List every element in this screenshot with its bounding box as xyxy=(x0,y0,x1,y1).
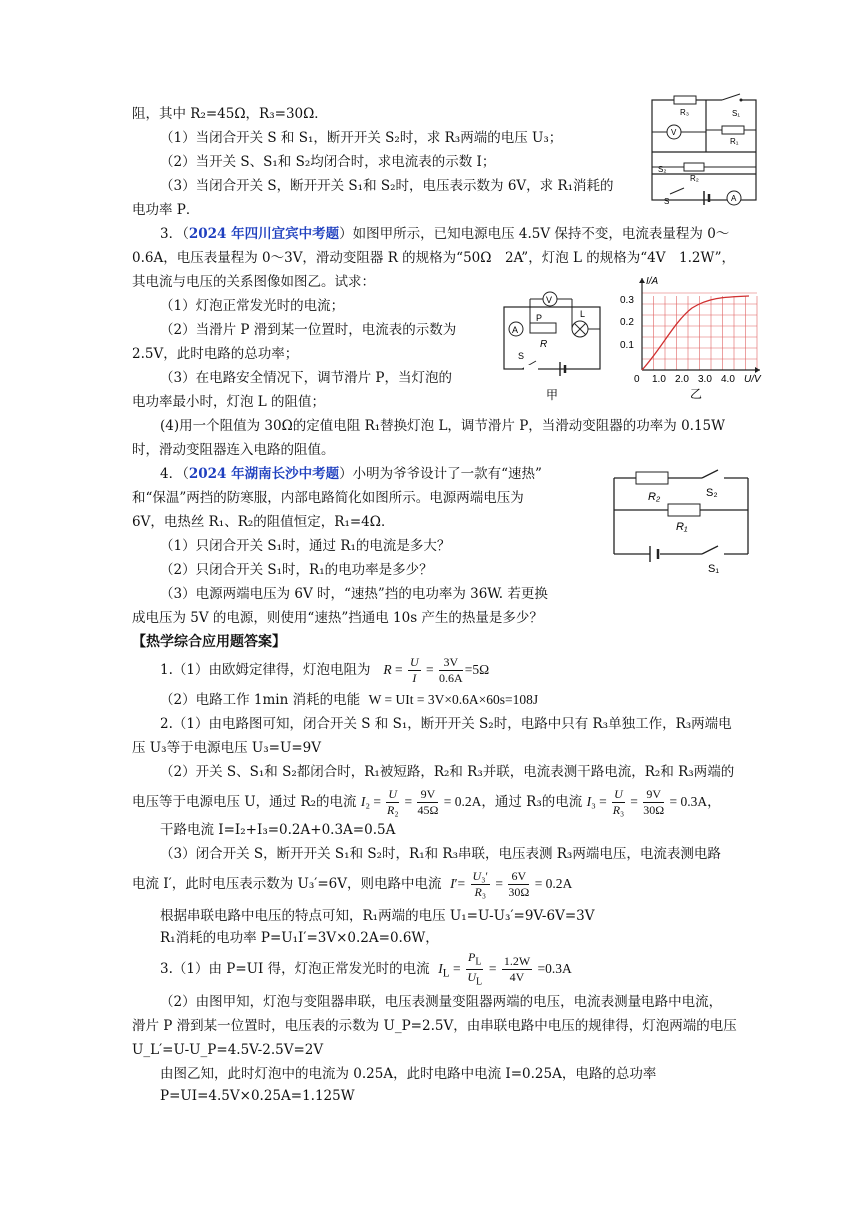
resistor-r2 xyxy=(636,472,668,484)
switch-s1-top xyxy=(722,94,743,103)
answer-2-3-power: R₁消耗的电功率 P=U₁I′=3V×0.2A=0.6W， xyxy=(160,930,439,946)
answer-2-1-cont: 压 U₃等于电源电压 U₃=U=9V xyxy=(132,740,321,756)
circuit-diagram-jia xyxy=(500,285,608,403)
q3-part3-cont: 电功率最小时，灯泡 L 的阻值； xyxy=(132,394,326,410)
answer-3-2-cont4: P=UI=4.5V×0.25A=1.125W xyxy=(160,1088,355,1104)
y-tick-0.2: 0.2 xyxy=(620,317,634,328)
y-tick-0.1: 0.1 xyxy=(620,340,634,351)
resistor-r2 xyxy=(684,163,704,171)
q2-part3-cont: 电功率 P． xyxy=(132,202,200,218)
x-tick-3: 3.0 xyxy=(698,374,712,385)
resistor-r1 xyxy=(722,126,744,134)
answer-3-2-cont1: 滑片 P 滑到某一位置时，电压表的示数为 U_P=2.5V，由串联电路中电压的规律得，灯泡两端的电压 xyxy=(132,1018,737,1034)
answers-heading: 【热学综合应用题答案】 xyxy=(132,634,286,650)
x-tick-2: 2.0 xyxy=(675,374,689,385)
answer-2-1: 2.（1）由电路图可知，闭合开关 S 和 S₁，断开开关 S₂时，电路中只有 R₃单独工作，R₃两端电 xyxy=(160,716,732,732)
answer-2-3-cont: 电流 I′，此时电压表示数为 U₃′=6V，则电路中电流 I′= $\frac{\text{U₃′}}{\text{R₃}}$ = $\frac{6V}{30\Omega}$ = 0.2A xyxy=(132,869,573,900)
q2-part2: （2）当开关 S、S₁和 S₂均闭合时，求电流表的示数 I； xyxy=(160,154,496,170)
label-a: A xyxy=(731,194,737,203)
circuit-diagram-q2 xyxy=(644,92,764,208)
x-tick-1: 1.0 xyxy=(652,374,666,385)
q3-part3: （3）在电路安全情况下，调节滑片 P，当灯泡的 xyxy=(160,370,452,386)
q4-part1: （1）只闭合开关 S₁时，通过 R₁的电流是多大？ xyxy=(160,538,451,554)
q2-text-line1: 阻，其中 R₂=45Ω，R₃=30Ω． xyxy=(132,106,328,122)
q4-source: 2024 年湖南长沙中考题 xyxy=(188,466,340,482)
resistor-r1 xyxy=(668,504,700,516)
answer-2-3-voltage: 根据串联电路中电压的特点可知，R₁两端的电压 U₁=U-U₃′=9V-6V=3V xyxy=(160,908,595,924)
x-axis-label: U/V xyxy=(744,374,761,385)
q3-part1: （1）灯泡正常发光时的电流； xyxy=(160,298,345,314)
label-v: V xyxy=(546,295,553,305)
q3-part4-cont: 时，滑动变阻器连入电路的阻值。 xyxy=(132,442,335,458)
q3-part2-cont: 2.5V，此时电路的总功率； xyxy=(132,346,299,362)
circuit-diagram-q4 xyxy=(606,460,756,576)
answer-3-1: 3.（1）由 P=UI 得，灯泡正常发光时的电流 $I_L$ = $\frac{P_L}{U_L}$ = $\frac{1.2W}{4V}$ =0.3A xyxy=(160,950,572,988)
answer-2-3: （3）闭合开关 S，断开开关 S₁和 S₂时，R₁和 R₃串联，电压表测 R₃两端电压，电流表测电路 xyxy=(160,846,721,862)
answer-2-2-total: 干路电流 I=I₂+I₃=0.2A+0.3A=0.5A xyxy=(160,822,396,838)
graph-yi xyxy=(612,270,772,402)
answer-3-2-cont2: U_L′=U-U_P=4.5V-2.5V=2V xyxy=(132,1042,324,1058)
q3-part4: (4)用一个阻值为 30Ω的定值电阻 R₁替换灯泡 L，调节滑片 P，当滑动变阻器的功率为 0.15W xyxy=(160,418,726,434)
answer-3-2-cont3: 由图乙知，此时灯泡中的电流为 0.25A，此时电路中电流 I=0.25A，电路的总功率 xyxy=(160,1066,657,1082)
y-axis-label: I/A xyxy=(646,276,659,287)
answer-2-2-cont: 电压等于电源电压 U，通过 R₂的电流 I₂ = $\frac{U}{\text{R₂}}$ = $\frac{9V}{45\Omega}$ = 0.2A，通过 R₃的电流 I₃ = $\frac{U}{\text{R₃}}$ = $\frac{9V}{30\Omega}$ = 0.3A， xyxy=(132,787,721,818)
answer-3-2: （2）由图甲知，灯泡与变阻器串联，电压表测量变阻器两端的电压，电流表测量电路中电流， xyxy=(160,994,723,1010)
q3-intro-line2: 0.6A，电压表量程为 0～3V，滑动变阻器 R 的规格为“50Ω 2A”，灯泡 L 的规格为“4V 1.2W”， xyxy=(132,250,735,266)
switch-s2 xyxy=(702,470,718,478)
answer-2-2: （2）开关 S、S₁和 S₂都闭合时，R₁被短路，R₂和 R₃并联，电流表测干路电流，R₂和 R₃两端的 xyxy=(160,764,735,780)
label-s1: S₁ xyxy=(708,563,720,575)
label-r3: R₃ xyxy=(680,108,690,117)
label-p: P xyxy=(536,313,543,323)
resistor-r3 xyxy=(674,96,696,104)
x-tick-4: 4.0 xyxy=(721,374,735,385)
q2-part1: （1）当闭合开关 S 和 S₁，断开开关 S₂时，求 R₃两端的电压 U₃； xyxy=(160,130,563,146)
label-s1: S₁ xyxy=(732,109,741,118)
answer-1-2: （2）电路工作 1min 消耗的电能 W = UIt = 3V×0.6A×60s=108J xyxy=(160,692,539,708)
label-s2: S₂ xyxy=(706,487,718,499)
q2-part3: （3）当闭合开关 S，断开开关 S₁和 S₂时，电压表示数为 6V，求 R₁消耗的 xyxy=(160,178,614,194)
caption-yi: 乙 xyxy=(690,387,703,401)
label-r2: R₂ xyxy=(690,174,699,183)
label-r1: R₁ xyxy=(730,137,739,146)
q4-intro-line2: 和“保温”两挡的防寒服，内部电路简化如图所示。电源两端电压为 xyxy=(132,490,524,506)
label-s: S xyxy=(664,197,670,206)
rheostat-r xyxy=(530,323,556,333)
label-v: V xyxy=(671,128,677,137)
label-r: R xyxy=(540,339,548,350)
label-l: L xyxy=(580,309,586,319)
q4-part3-cont: 成电压为 5V 的电源，则使用“速热”挡通电 10s 产生的热量是多少？ xyxy=(132,610,543,626)
label-s: S xyxy=(518,351,525,361)
switch-s1 xyxy=(702,546,718,554)
caption-jia: 甲 xyxy=(546,388,559,402)
q3-source: 2024 年四川宜宾中考题 xyxy=(188,226,340,242)
formula-lamp-resistance: R = $\frac{U}{I}$ = $\frac{3V}{0.6A}$ =5Ω xyxy=(383,655,490,686)
label-s2: S₂ xyxy=(658,165,667,174)
label-r2: R₂ xyxy=(648,491,661,503)
x-tick-0: 0 xyxy=(634,374,640,385)
y-tick-0.3: 0.3 xyxy=(620,295,634,306)
q3-intro-line3: 其电流与电压的关系图像如图乙。试求： xyxy=(132,274,375,290)
answer-1-1: 1.（1）由欧姆定律得，灯泡电阻为 R = $\frac{U}{I}$ = $\frac{3V}{0.6A}$ =5Ω xyxy=(160,655,490,686)
label-r1: R₁ xyxy=(676,521,688,533)
q3-part2: （2）当滑片 P 滑到某一位置时，电流表的示数为 xyxy=(160,322,457,338)
q4-part3: （3）电源两端电压为 6V 时，“速热”挡的电功率为 36W. 若更换 xyxy=(160,586,548,602)
q3-intro-line1: 3．（2024 年四川宜宾中考题）如图甲所示，已知电源电压 4.5V 保持不变，电流表量程为 0～ xyxy=(160,226,730,242)
label-a: A xyxy=(512,325,519,335)
q4-part2: （2）只闭合开关 S₁时，R₁的电功率是多少？ xyxy=(160,562,433,578)
q4-intro-line1: 4．（2024 年湖南长沙中考题）小明为爷爷设计了一款有“速热” xyxy=(160,466,542,482)
q4-intro-line3: 6V，电热丝 R₁、R₂的阻值恒定，R₁=4Ω． xyxy=(132,514,395,530)
